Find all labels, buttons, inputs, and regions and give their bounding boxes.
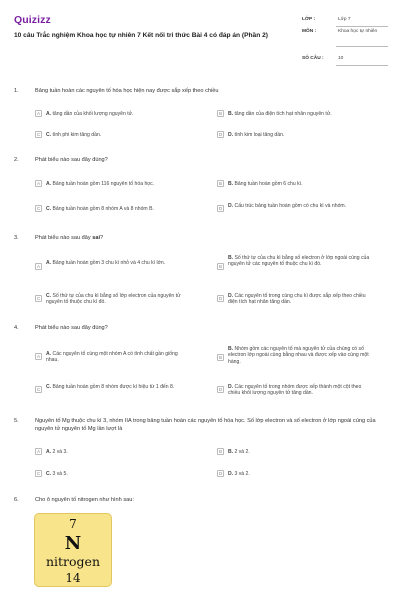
quizizz-logo[interactable]: Quizizz <box>14 14 51 26</box>
option-text: B. Số thứ tự của chu kì bằng số electron ở lớp ngoài cùng của nguyên tử các nguyên tố thuộc chu kì đó. <box>228 254 370 268</box>
meta-key-subject: MÔN : <box>302 29 317 34</box>
element-symbol: N <box>64 533 82 554</box>
option-text: B. tăng dần của điện tích hạt nhân nguyên tử. <box>228 110 332 117</box>
option-text: D. 3 và 2. <box>228 470 250 477</box>
option-letter-box[interactable]: D <box>218 296 223 301</box>
option-letter-box[interactable]: D <box>218 132 223 137</box>
option-text: C. Bảng tuần hoàn gồm 8 nhóm được kí hiệu từ 1 đến 8. <box>46 383 175 390</box>
atomic-mass: 14 <box>65 571 81 585</box>
question-number: 6. <box>14 497 19 503</box>
option-text: D. Cấu trúc bảng tuần hoàn gồm có chu kì và nhóm. <box>228 202 347 209</box>
question-number: 2. <box>14 157 19 163</box>
worksheet-header <box>14 12 390 70</box>
option-letter-box[interactable]: A <box>36 354 41 359</box>
option-letter-box[interactable]: B <box>218 355 223 360</box>
question-number: 3. <box>14 235 19 241</box>
element-name: nitrogen <box>45 554 101 569</box>
option-text: C. tính phi kim tăng dần. <box>46 131 102 138</box>
question-text: Phát biểu nào sau đây đúng? <box>35 325 108 331</box>
question-text: Phát biểu nào sau đây sai? <box>35 235 104 241</box>
option-letter-box[interactable]: C <box>36 132 41 137</box>
option-letter-box[interactable]: C <box>36 471 41 476</box>
question-text: Cho ô nguyên tố nitrogen như hình sau: <box>35 497 134 503</box>
meta-divider <box>336 26 388 27</box>
option-letter-box[interactable]: B <box>218 449 223 454</box>
meta-value-count: 10 <box>338 56 344 61</box>
option-letter-box[interactable]: B <box>218 181 223 186</box>
option-letter-box[interactable]: C <box>36 206 41 211</box>
option-text: C. 3 và 5. <box>46 470 68 477</box>
question-text: Nguyên tố Mg thuộc chu kì 3, nhóm IIA trong bảng tuần hoàn các nguyên tố hóa học. Số lớp electron và số electron ở lớp ngoài cùng của nguyên tử nguyên tố Mg lần lượt là <box>35 418 376 432</box>
option-letter-box[interactable]: D <box>218 471 223 476</box>
option-letter-box[interactable]: A <box>36 449 41 454</box>
option-letter-box[interactable]: B <box>218 264 223 269</box>
option-letter-box[interactable]: D <box>218 206 223 211</box>
option-letter-box[interactable]: B <box>218 111 223 116</box>
option-letter-box[interactable]: A <box>36 181 41 186</box>
option-text: B. 2 và 2. <box>228 448 250 455</box>
question-number: 1. <box>14 88 19 94</box>
meta-value-class: Lớp 7 <box>338 17 351 22</box>
question-text: Bảng tuần hoàn các nguyên tố hóa học hiện nay được sắp xếp theo chiều <box>35 88 219 94</box>
option-text: B. Bảng tuần hoàn gồm 6 chu kì. <box>228 180 303 187</box>
question-number: 5. <box>14 418 19 424</box>
meta-value-subject: Khoa học tự nhiên <box>338 29 378 34</box>
option-text: A. Bảng tuần hoàn gồm 116 nguyên tố hóa học. <box>46 180 155 187</box>
option-letter-box[interactable]: C <box>36 387 41 392</box>
question-text: Phát biểu nào sau đây đúng? <box>35 157 108 163</box>
option-text: D. tính kim loại tăng dần. <box>228 131 285 138</box>
meta-key-class: LỚP : <box>302 17 316 22</box>
option-letter-box[interactable]: A <box>36 111 41 116</box>
option-text: A. 2 và 3. <box>46 448 68 455</box>
option-text: A. Bảng tuần hoàn gồm 3 chu kì nhỏ và 4 chu kì lớn. <box>46 259 166 266</box>
option-text: C. Số thứ tự của chu kì bằng số lớp electron của nguyên tử nguyên tố thuộc chu kì đó. <box>46 292 181 306</box>
option-text: C. Bảng tuần hoàn gồm 8 nhóm A và 8 nhóm B. <box>46 205 154 212</box>
element-card-nitrogen <box>34 513 112 587</box>
option-text: B. Nhóm gồm các nguyên tố mà nguyên tử của chúng có số electron lớp ngoài cùng bằng nhau và được xếp vào cùng một hàng. <box>228 345 369 365</box>
worksheet-title: 10 câu Trắc nghiệm Khoa học tự nhiên 7 Kết nối tri thức Bài 4 có đáp án (Phần 2) <box>14 32 268 39</box>
option-text: D. Các nguyên tố trong cùng chu kì được sắp xếp theo chiều điện tích hạt nhân tăng dần. <box>228 292 366 306</box>
option-text: A. tăng dần của khối lượng nguyên tử. <box>46 110 134 117</box>
option-letter-box[interactable]: A <box>36 264 41 269</box>
option-letter-box[interactable]: D <box>218 387 223 392</box>
question-number: 4. <box>14 325 19 331</box>
option-text: D. Các nguyên tố trong nhóm được xếp thành một cột theo chiều khối lượng nguyên tử tăng dần. <box>228 383 362 397</box>
meta-divider <box>336 46 388 47</box>
atomic-number: 7 <box>69 517 77 531</box>
meta-divider <box>336 65 388 66</box>
meta-key-count: SỐ CÂU : <box>302 56 324 61</box>
option-letter-box[interactable]: C <box>36 296 41 301</box>
option-text: A. Các nguyên tố cùng một nhóm A có tính chất gần giống nhau. <box>46 350 178 364</box>
